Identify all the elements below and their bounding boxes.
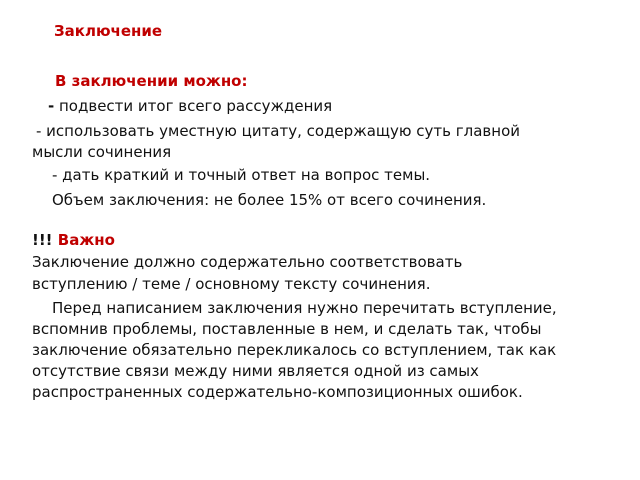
- important-line: [32, 252, 462, 273]
- section-subtitle: В заключении можно:: [55, 72, 248, 90]
- page-title: Заключение: [54, 22, 163, 40]
- list-item-text: Объем заключения: не более 15% от всего сочинения.: [52, 191, 487, 209]
- exclamation-marks: !!!: [32, 231, 53, 249]
- list-item-text: - дать краткий и точный ответ на вопрос темы.: [52, 166, 431, 184]
- list-item-text: подвести итог всего рассуждения: [54, 97, 333, 115]
- list-item: [52, 165, 430, 186]
- important-word: Важно: [57, 231, 115, 249]
- list-item-continuation: [32, 142, 171, 163]
- list-dash: -: [48, 97, 55, 115]
- list-item-text: - использовать уместную цитату, содержащую суть главной: [36, 122, 520, 140]
- final-paragraph: Перед написанием заключения нужно перечитать вступление, вспомнив проблемы, поставленные в нем, и сделать так, чтобы заключение обязательно перекликалось со вступлением, так как отсутствие связи между ними является одной из самых распространенных содержательно-композиционных ошибок.: [32, 299, 557, 401]
- list-item: [52, 190, 486, 211]
- important-line-text: Заключение должно содержательно соответствовать: [32, 253, 463, 271]
- list-item-text: мысли сочинения: [32, 143, 172, 161]
- list-item: [48, 96, 332, 117]
- list-item: [36, 121, 520, 142]
- important-heading: [32, 231, 115, 249]
- important-line-text: вступлению / теме / основному тексту сочинения.: [32, 275, 431, 293]
- important-line: [32, 274, 430, 295]
